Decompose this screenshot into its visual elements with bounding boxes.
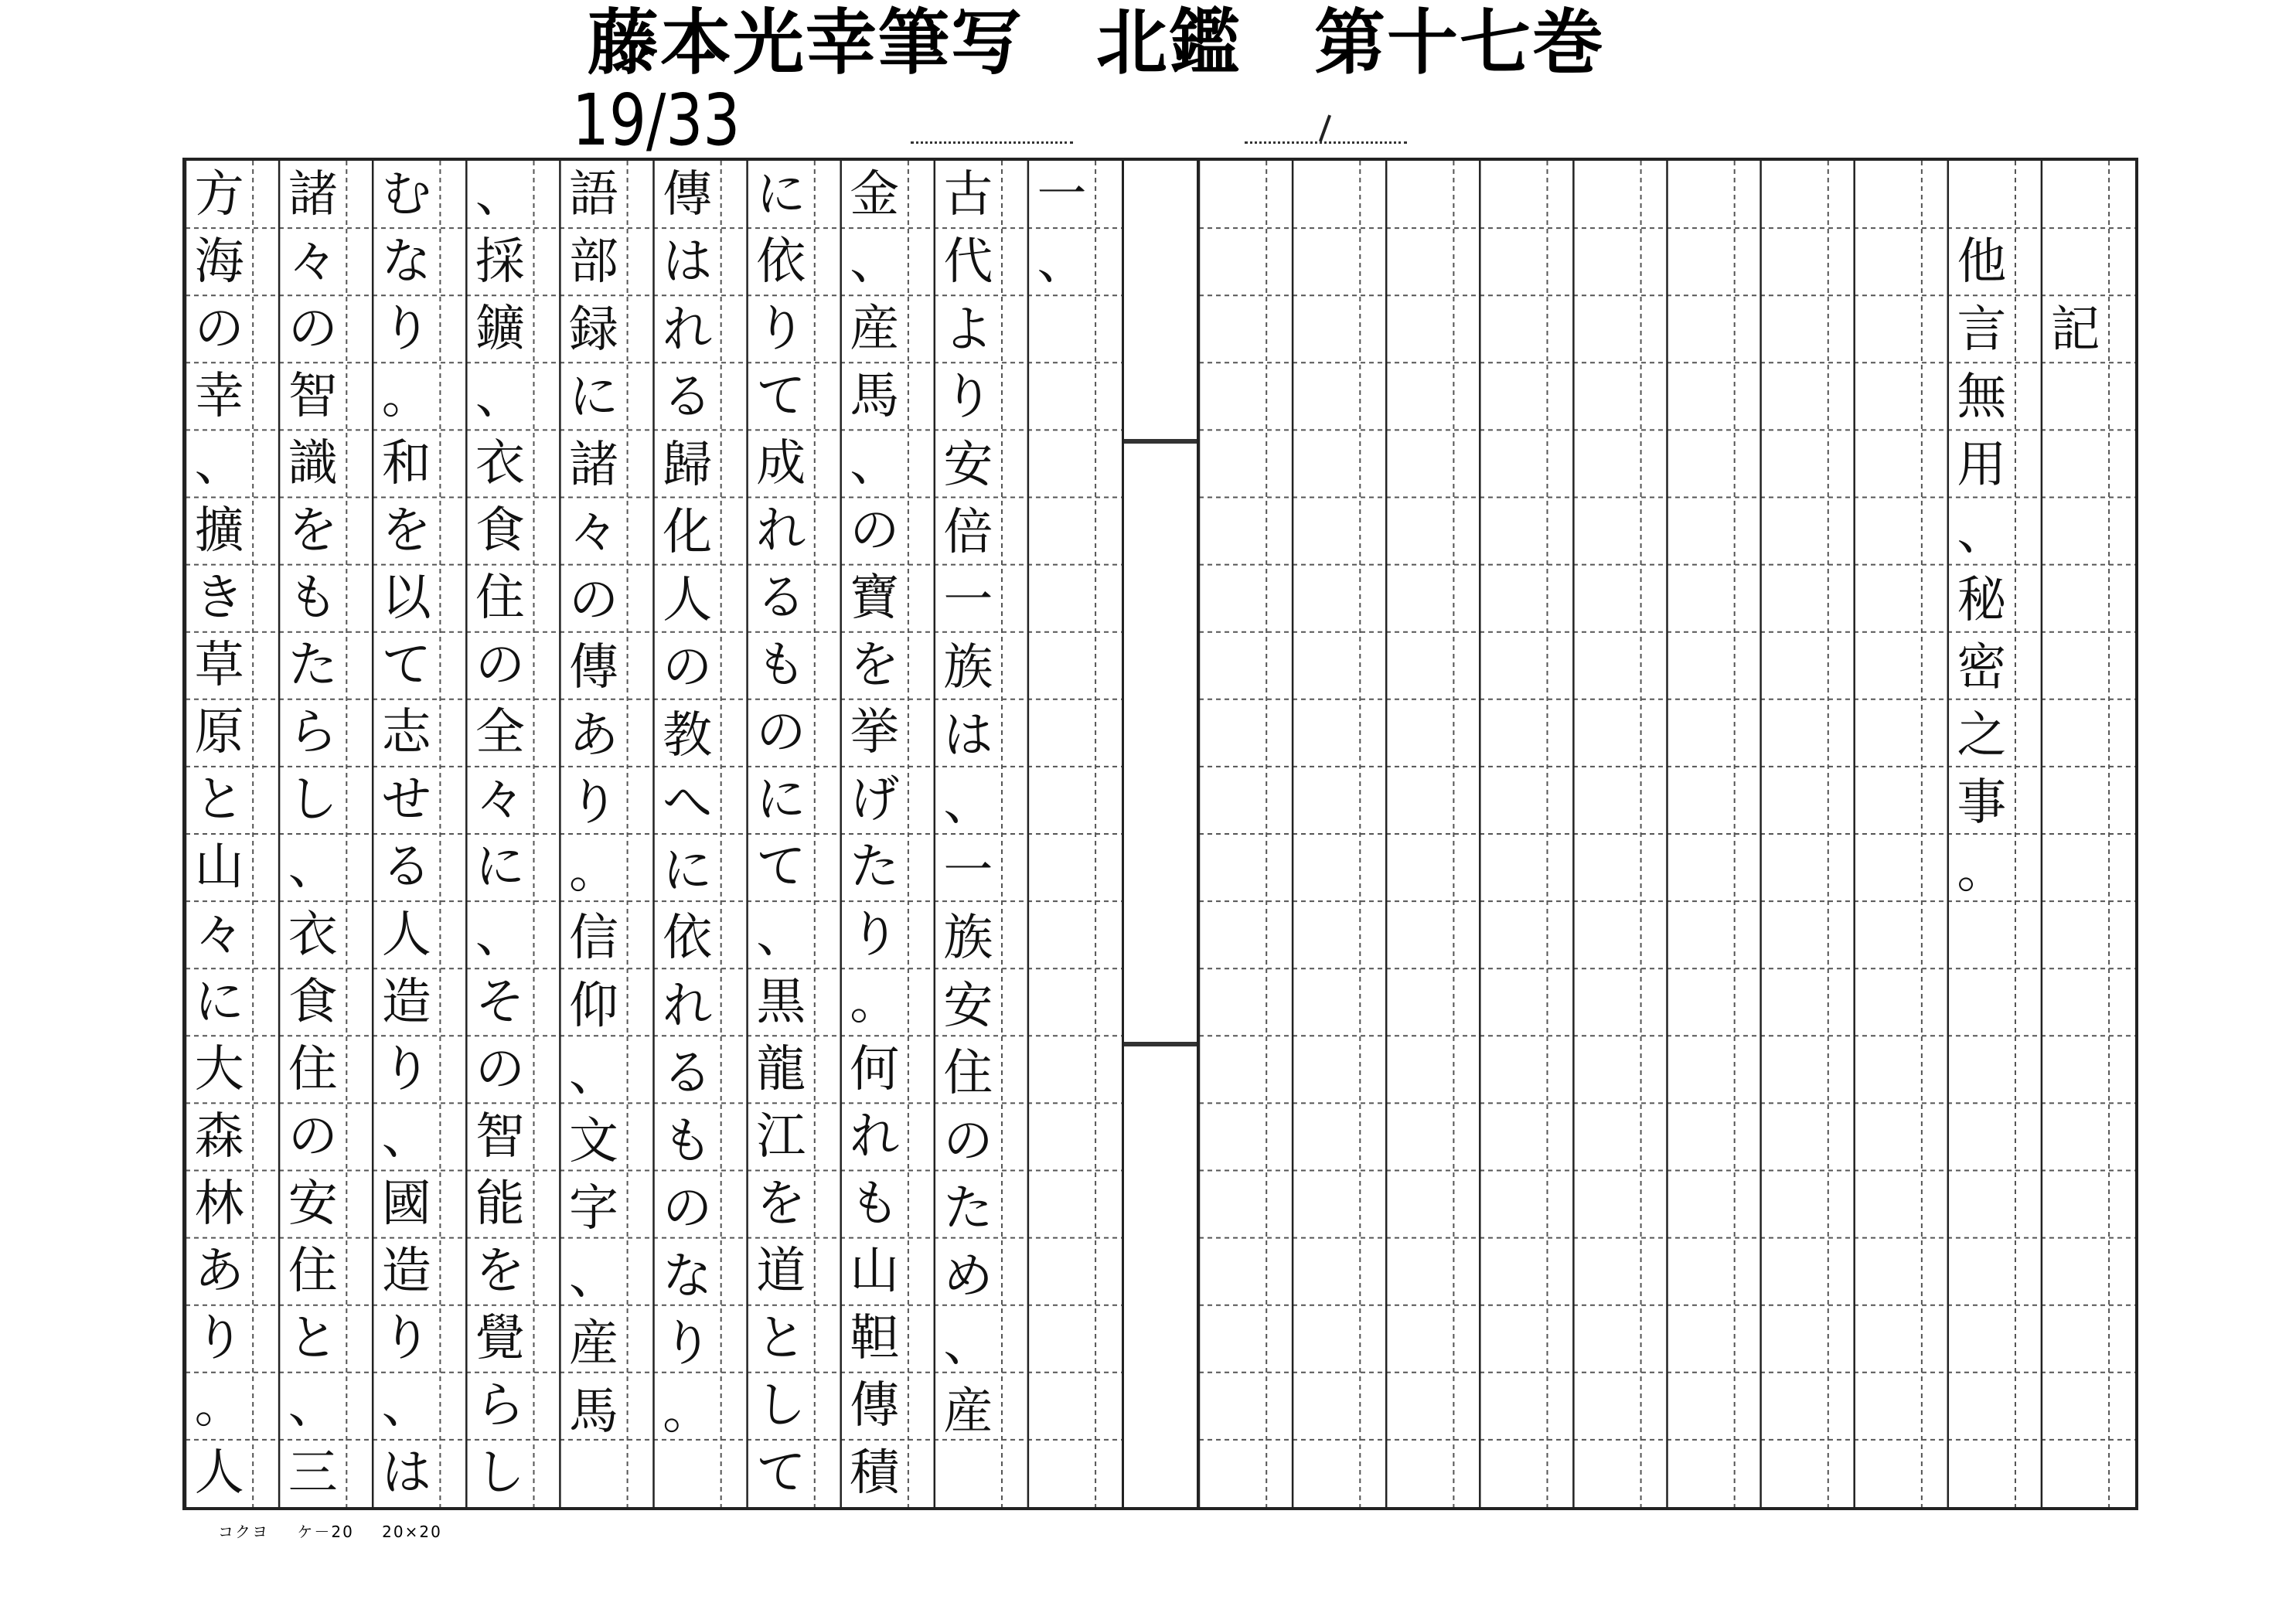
manuscript-character: 密	[1957, 639, 2007, 697]
manuscript-character: き	[194, 570, 244, 628]
manuscript-column	[186, 161, 253, 1507]
manuscript-character: 部	[568, 233, 618, 291]
manuscript-character: に	[663, 842, 713, 900]
manuscript-character: 、	[850, 434, 900, 492]
manuscript-character: 造	[381, 1243, 431, 1301]
manuscript-character: 人	[381, 906, 431, 964]
manuscript-character: 安	[943, 977, 993, 1035]
manuscript-character: し	[475, 1444, 525, 1502]
manuscript-character: の	[475, 1040, 525, 1098]
manuscript-character: し	[288, 771, 338, 829]
manuscript-character: 智	[288, 367, 338, 425]
manuscript-character: の	[568, 571, 618, 629]
manuscript-character: 造	[381, 973, 431, 1031]
empty-cell	[2042, 161, 2109, 229]
manuscript-character: げ	[850, 771, 900, 829]
manuscript-character: も	[288, 570, 338, 628]
manuscript-character: を	[475, 1243, 525, 1301]
manuscript-character: 。	[568, 842, 618, 900]
manuscript-character: 族	[943, 910, 993, 968]
manuscript-character: れ	[850, 1108, 900, 1165]
manuscript-character: ら	[475, 1377, 525, 1435]
manuscript-character: 識	[288, 434, 338, 492]
manuscript-character: 歸	[663, 436, 713, 494]
manuscript-character: れ	[663, 977, 713, 1035]
manuscript-character: 草	[194, 637, 244, 695]
manuscript-character: あ	[194, 1243, 244, 1301]
manuscript-character: 覺	[475, 1310, 525, 1368]
manuscript-character: 一	[943, 571, 993, 629]
manuscript-character: り	[194, 1310, 244, 1368]
manuscript-character: 食	[475, 502, 525, 560]
manuscript-character: の	[288, 1108, 338, 1165]
manuscript-character: た	[288, 637, 338, 695]
manuscript-character: り	[943, 369, 993, 427]
manuscript-column	[841, 161, 908, 1507]
manuscript-character: る	[663, 1045, 713, 1103]
manuscript-character: 住	[288, 1040, 338, 1098]
manuscript-character: 、	[288, 839, 338, 897]
manuscript-character: 採	[475, 233, 525, 291]
manuscript-character: 化	[663, 504, 713, 562]
manuscript-character: る	[756, 570, 806, 628]
manuscript-character: 録	[568, 301, 618, 359]
manuscript-character: も	[663, 1112, 713, 1170]
manuscript-character: 鑛	[475, 300, 525, 358]
manuscript-character: の	[475, 637, 525, 695]
manuscript-character: も	[756, 637, 806, 695]
manuscript-character: り	[756, 300, 806, 358]
manuscript-column	[2042, 161, 2109, 1507]
manuscript-character: 、	[381, 1377, 431, 1435]
manuscript-character: 古	[943, 165, 993, 223]
manuscript-character: の	[194, 300, 244, 358]
manuscript-character: 傳	[663, 165, 713, 223]
manuscript-character: り	[850, 906, 900, 964]
manuscript-character: 黒	[756, 973, 806, 1031]
manuscript-character: は	[663, 233, 713, 291]
manuscript-character: 他	[1957, 233, 2007, 291]
manuscript-character: 江	[756, 1108, 806, 1165]
manuscript-character: 字	[568, 1180, 618, 1238]
dotted-underline-right	[1245, 141, 1407, 144]
manuscript-character: 人	[194, 1444, 244, 1502]
manuscript-column	[1480, 161, 1547, 1507]
manuscript-character: 、	[756, 906, 806, 964]
manuscript-column	[1199, 161, 1266, 1507]
center-fold-gutter	[1122, 161, 1199, 1507]
manuscript-character: り	[381, 300, 431, 358]
manuscript-character: 林	[194, 1175, 244, 1233]
manuscript-character: 、	[943, 774, 993, 832]
manuscript-character: 一	[1037, 165, 1087, 223]
manuscript-column	[1573, 161, 1640, 1507]
manuscript-character: 無	[1957, 369, 2007, 427]
manuscript-character: 。	[850, 973, 900, 1031]
manuscript-column	[466, 161, 533, 1507]
manuscript-column	[654, 161, 721, 1507]
manuscript-character: り	[568, 774, 618, 832]
manuscript-character: 諸	[568, 436, 618, 494]
manuscript-character: せ	[381, 771, 431, 829]
manuscript-character: 能	[475, 1175, 525, 1233]
manuscript-character: た	[943, 1180, 993, 1238]
manuscript-character: は	[381, 1444, 431, 1502]
manuscript-character: れ	[756, 502, 806, 560]
manuscript-character: 、	[475, 165, 525, 223]
manuscript-character: 、	[568, 1247, 618, 1305]
manuscript-character: め	[943, 1247, 993, 1305]
manuscript-character: 和	[381, 434, 431, 492]
manuscript-character: 、	[850, 233, 900, 291]
document-title: 藤本光幸筆写 北鑑 第十七巻	[588, 2, 1606, 84]
manuscript-character: 傳	[568, 639, 618, 697]
manuscript-character: る	[663, 369, 713, 427]
manuscript-character: と	[756, 1310, 806, 1368]
manuscript-character: な	[381, 233, 431, 291]
manuscript-character: 食	[288, 973, 338, 1031]
manuscript-character: 積	[850, 1444, 900, 1502]
manuscript-character: り	[663, 1315, 713, 1373]
manuscript-character: 々	[475, 771, 525, 829]
footer-brand: コクヨ	[218, 1523, 269, 1541]
manuscript-character: む	[381, 165, 431, 223]
manuscript-character: 族	[943, 639, 993, 697]
manuscript-column	[1948, 161, 2015, 1507]
manuscript-character: て	[756, 367, 806, 425]
manuscript-column	[1855, 161, 1922, 1507]
manuscript-character: 金	[850, 165, 900, 223]
dotted-underline-left	[911, 141, 1073, 144]
manuscript-character: 、	[943, 1315, 993, 1373]
manuscript-character: 々	[568, 504, 618, 562]
manuscript-character: 擴	[194, 502, 244, 560]
manuscript-character: の	[663, 1180, 713, 1238]
manuscript-character: を	[381, 502, 431, 560]
paper-footer	[218, 1519, 464, 1542]
manuscript-character: 道	[756, 1243, 806, 1301]
manuscript-character: し	[756, 1377, 806, 1435]
manuscript-column	[373, 161, 440, 1507]
manuscript-column	[1761, 161, 1828, 1507]
manuscript-column	[560, 161, 627, 1507]
manuscript-character: 馬	[568, 1383, 618, 1441]
manuscript-character: 産	[850, 300, 900, 358]
manuscript-character: 寶	[850, 570, 900, 628]
manuscript-character: 智	[475, 1108, 525, 1165]
manuscript-column	[935, 161, 1002, 1507]
gutter-mark-top	[1124, 439, 1197, 444]
manuscript-character: る	[381, 839, 431, 897]
manuscript-character: 挙	[850, 704, 900, 762]
manuscript-character: 、	[288, 1377, 338, 1435]
empty-cell	[2042, 229, 2109, 297]
manuscript-character: 安	[288, 1175, 338, 1233]
manuscript-character: 言	[1957, 301, 2007, 359]
manuscript-character: 海	[194, 233, 244, 291]
manuscript-character: も	[850, 1175, 900, 1233]
manuscript-character: 安	[943, 436, 993, 494]
manuscript-character: 。	[381, 367, 431, 425]
manuscript-character: 之	[1957, 706, 2007, 764]
manuscript-character: 、	[1037, 233, 1087, 291]
manuscript-character: 龍	[756, 1040, 806, 1098]
manuscript-character: の	[850, 502, 900, 560]
manuscript-character: ら	[288, 704, 338, 762]
manuscript-character: 三	[288, 1444, 338, 1502]
manuscript-character: の	[288, 300, 338, 358]
manuscript-character: れ	[663, 301, 713, 359]
manuscript-sheet	[182, 158, 2138, 1510]
manuscript-character: よ	[943, 301, 993, 359]
manuscript-character: 、	[475, 906, 525, 964]
manuscript-character: 一	[943, 842, 993, 900]
manuscript-character: 、	[1957, 504, 2007, 562]
manuscript-character: の	[943, 1112, 993, 1170]
manuscript-character: 方	[194, 165, 244, 223]
manuscript-character: 住	[943, 1045, 993, 1103]
footer-model: ケ－20	[297, 1523, 354, 1541]
manuscript-character: 成	[756, 434, 806, 492]
manuscript-character: 、	[568, 1045, 618, 1103]
manuscript-character: 倍	[943, 504, 993, 562]
manuscript-character: 教	[663, 706, 713, 764]
manuscript-character: 志	[381, 704, 431, 762]
manuscript-character: て	[381, 637, 431, 695]
manuscript-character: 、	[381, 1108, 431, 1165]
manuscript-column	[1293, 161, 1360, 1507]
manuscript-character: そ	[475, 973, 525, 1031]
manuscript-character: 代	[943, 233, 993, 291]
handwritten-mark	[1319, 114, 1331, 141]
manuscript-character: 用	[1957, 436, 2007, 494]
page-number: 19/33	[572, 79, 741, 162]
footer-size: 20×20	[382, 1523, 442, 1541]
manuscript-character: 々	[288, 233, 338, 291]
manuscript-character: 衣	[475, 434, 525, 492]
manuscript-character: 依	[663, 910, 713, 968]
manuscript-character: 産	[568, 1315, 618, 1373]
manuscript-character: 住	[288, 1243, 338, 1301]
manuscript-character: に	[475, 839, 525, 897]
manuscript-character: の	[756, 704, 806, 762]
manuscript-character: た	[850, 839, 900, 897]
manuscript-character: 依	[756, 233, 806, 291]
manuscript-character: 人	[663, 571, 713, 629]
manuscript-character: 馬	[850, 367, 900, 425]
manuscript-character: て	[756, 1444, 806, 1502]
manuscript-character: は	[943, 706, 993, 764]
manuscript-character: 山	[850, 1243, 900, 1301]
manuscript-character: 産	[943, 1383, 993, 1441]
manuscript-character: 以	[381, 570, 431, 628]
manuscript-character: な	[663, 1247, 713, 1305]
manuscript-character: 何	[850, 1040, 900, 1098]
manuscript-character: 靼	[850, 1310, 900, 1368]
manuscript-character: 記	[2050, 301, 2100, 359]
manuscript-character: 諸	[288, 165, 338, 223]
manuscript-character: 、	[475, 367, 525, 425]
manuscript-character: 住	[475, 570, 525, 628]
manuscript-character: 仰	[568, 977, 618, 1035]
manuscript-character: 。	[1957, 842, 2007, 900]
manuscript-character: 衣	[288, 906, 338, 964]
empty-cell	[1948, 161, 2015, 229]
manuscript-character: に	[756, 771, 806, 829]
manuscript-character: 幸	[194, 367, 244, 425]
manuscript-character: 山	[194, 839, 244, 897]
manuscript-character: を	[288, 502, 338, 560]
manuscript-character: て	[756, 839, 806, 897]
manuscript-character: 事	[1957, 774, 2007, 832]
manuscript-character: 、	[194, 434, 244, 492]
manuscript-character: と	[194, 771, 244, 829]
manuscript-character: に	[568, 369, 618, 427]
gutter-mark-bottom	[1124, 1042, 1197, 1046]
manuscript-character: あ	[568, 706, 618, 764]
manuscript-character: 。	[663, 1383, 713, 1441]
manuscript-character: の	[663, 639, 713, 697]
manuscript-column	[748, 161, 815, 1507]
manuscript-character: に	[194, 973, 244, 1031]
manuscript-character: 全	[475, 704, 525, 762]
manuscript-character: 語	[568, 165, 618, 223]
manuscript-character: を	[756, 1175, 806, 1233]
manuscript-character: 森	[194, 1108, 244, 1165]
manuscript-character: へ	[663, 774, 713, 832]
manuscript-character: 原	[194, 704, 244, 762]
manuscript-character: 國	[381, 1175, 431, 1233]
manuscript-character: 大	[194, 1040, 244, 1098]
manuscript-character: と	[288, 1310, 338, 1368]
manuscript-character: 傳	[850, 1377, 900, 1435]
manuscript-column	[1028, 161, 1095, 1507]
manuscript-character: 信	[568, 910, 618, 968]
manuscript-column	[1667, 161, 1735, 1507]
manuscript-character: 秘	[1957, 571, 2007, 629]
manuscript-character: を	[850, 637, 900, 695]
manuscript-character: り	[381, 1310, 431, 1368]
manuscript-character: 々	[194, 906, 244, 964]
manuscript-character: り	[381, 1040, 431, 1098]
manuscript-character: 文	[568, 1112, 618, 1170]
manuscript-character: に	[756, 165, 806, 223]
manuscript-column	[1386, 161, 1453, 1507]
manuscript-column	[279, 161, 346, 1507]
manuscript-character: 。	[194, 1377, 244, 1435]
